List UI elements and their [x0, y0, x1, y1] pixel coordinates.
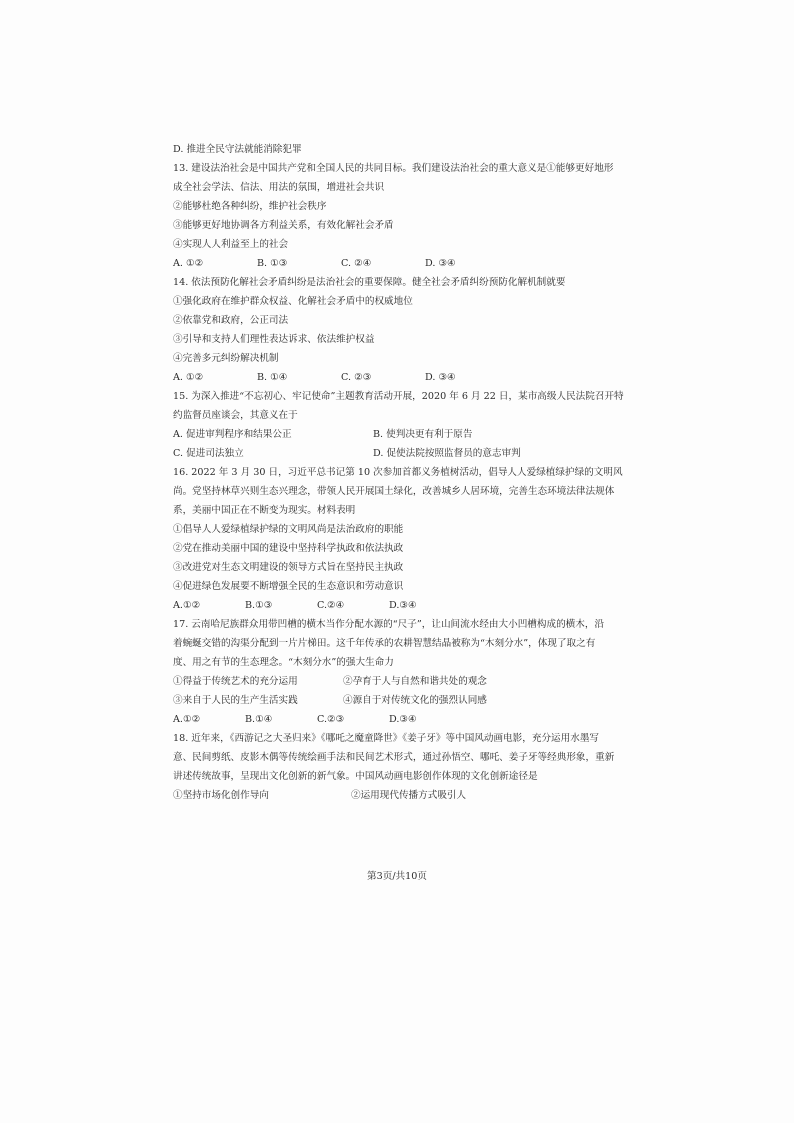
- q17-stem-cont1: 着蜿蜒交错的沟渠分配到一片片梯田。这千年传承的农耕智慧结晶被称为“木刻分水”，体现了取之有: [173, 638, 596, 649]
- q18-items-row1: [173, 786, 633, 805]
- q17-item-3: ③来自于人民的生产生活实践: [173, 695, 298, 706]
- q16-item-3: ③改进党对生态文明建设的领导方式旨在坚持民主执政: [173, 562, 404, 573]
- q13-item-4: ④实现人人利益至上的社会: [173, 239, 289, 250]
- q15-option-a: A. 促进审判程序和结果公正: [173, 429, 292, 440]
- q18-item-1: ①坚持市场化创作导向: [173, 790, 269, 801]
- q17-stem-cont2: 度、用之有节的生态理念。“木刻分水”的强大生命力: [173, 657, 394, 668]
- q16-item-1: ①倡导人人爱绿植绿护绿的文明风尚是法治政府的职能: [173, 524, 404, 535]
- q17-items-row1: [173, 672, 633, 691]
- q14-option-b: B. ①④: [257, 372, 288, 383]
- q13-item-2: ②能够杜绝各种纠纷，维护社会秩序: [173, 201, 327, 212]
- q17-option-d: D.③④: [389, 714, 417, 725]
- q13-option-b: B. ①③: [257, 258, 288, 269]
- q17-option-a: A.①②: [173, 714, 201, 725]
- q16-stem: 16. 2022 年 3 月 30 日，习近平总书记第 10 次参加首都义务植树活动，倡导人人爱绿植绿护绿的文明风: [173, 467, 623, 478]
- q14-item-2: ②依靠党和政府，公正司法: [173, 315, 289, 326]
- q16-stem-cont2: 系，美丽中国正在不断变为现实。材料表明: [173, 505, 356, 516]
- q18-stem-cont2: 讲述传统故事，呈现出文化创新的新气象。中国风动画电影创作体现的文化创新途径是: [173, 771, 538, 782]
- q17-stem: 17. 云南哈尼族群众用带凹槽的横木当作分配水源的“尺子”，让山间流水经由大小凹槽构成的横木，沿: [173, 619, 605, 630]
- q15-options-row1: [173, 425, 633, 444]
- q13-stem: 13. 建设法治社会是中国共产党和全国人民的共同目标。我们建设法治社会的重大意义是①能够更好地形: [173, 163, 614, 174]
- q13-option-d: D. ③④: [425, 258, 456, 269]
- q17-items-row2: [173, 691, 633, 710]
- q15-stem-cont: 约监督员座谈会，其意义在于: [173, 410, 298, 421]
- q14-option-d: D. ③④: [425, 372, 456, 383]
- q17-options: [173, 710, 633, 729]
- q13-option-a: A. ①②: [173, 258, 204, 269]
- q16-option-c: C.②④: [317, 600, 345, 611]
- q14-item-3: ③引导和支持人们理性表达诉求、依法维护权益: [173, 334, 375, 345]
- q18-item-2: ②运用现代传播方式吸引人: [351, 790, 467, 801]
- q16-option-a: A.①②: [173, 600, 201, 611]
- q16-option-b: B.①③: [245, 600, 273, 611]
- q17-item-1: ①得益于传统艺术的充分运用: [173, 676, 298, 687]
- q15-options-row2: [173, 444, 633, 463]
- q15-stem: 15. 为深入推进“不忘初心、牢记使命”主题教育活动开展，2020 年 6 月 22 日，某市高级人民法院召开特: [173, 391, 624, 402]
- q18-stem-cont1: 意、民间剪纸、皮影木偶等传统绘画手法和民间艺术形式，通过孙悟空、哪吒、姜子牙等经典形象，重新: [173, 752, 615, 763]
- q14-stem: 14. 依法预防化解社会矛盾纠纷是法治社会的重要保障。健全社会矛盾纠纷预防化解机制就要: [173, 277, 566, 288]
- question-content: [173, 140, 633, 805]
- q14-option-a: A. ①②: [173, 372, 204, 383]
- q16-option-d: D.③④: [389, 600, 417, 611]
- q13-stem-cont: 成全社会学法、信法、用法的氛围，增进社会共识: [173, 182, 385, 193]
- page-footer: 第3页/共10页: [367, 871, 427, 882]
- q15-option-b: B. 使判决更有利于原告: [373, 429, 473, 440]
- q17-option-b: B.①④: [245, 714, 273, 725]
- q14-item-4: ④完善多元纠纷解决机制: [173, 353, 279, 364]
- q14-item-1: ①强化政府在维护群众权益、化解社会矛盾中的权威地位: [173, 296, 413, 307]
- q13-options: [173, 254, 633, 273]
- q17-item-4: ④源自于对传统文化的强烈认同感: [343, 695, 487, 706]
- q13-option-c: C. ②④: [341, 258, 372, 269]
- q16-options: [173, 596, 633, 615]
- q14-options: [173, 368, 633, 387]
- q15-option-c: C. 促进司法独立: [173, 448, 244, 459]
- q16-item-4: ④促进绿色发展要不断增强全民的生态意识和劳动意识: [173, 581, 404, 592]
- q18-stem: 18. 近年来，《西游记之大圣归来》《哪吒之魔童降世》《姜子牙》等中国风动画电影，充分运用水墨写: [173, 733, 600, 744]
- q16-item-2: ②党在推动美丽中国的建设中坚持科学执政和依法执政: [173, 543, 404, 554]
- q17-item-2: ②孕育于人与自然和谐共处的观念: [343, 676, 487, 687]
- q15-option-d: D. 促使法院按照监督员的意志审判: [373, 448, 521, 459]
- q14-option-c: C. ②③: [341, 372, 372, 383]
- q12-option-d: D. 推进全民守法就能消除犯罪: [173, 144, 302, 155]
- q17-option-c: C.②③: [317, 714, 345, 725]
- q16-stem-cont1: 尚。党坚持林草兴则生态兴理念，带领人民开展国土绿化，改善城乡人居环境，完善生态环境法律法规体: [173, 486, 615, 497]
- q13-item-3: ③能够更好地协调各方利益关系，有效化解社会矛盾: [173, 220, 394, 231]
